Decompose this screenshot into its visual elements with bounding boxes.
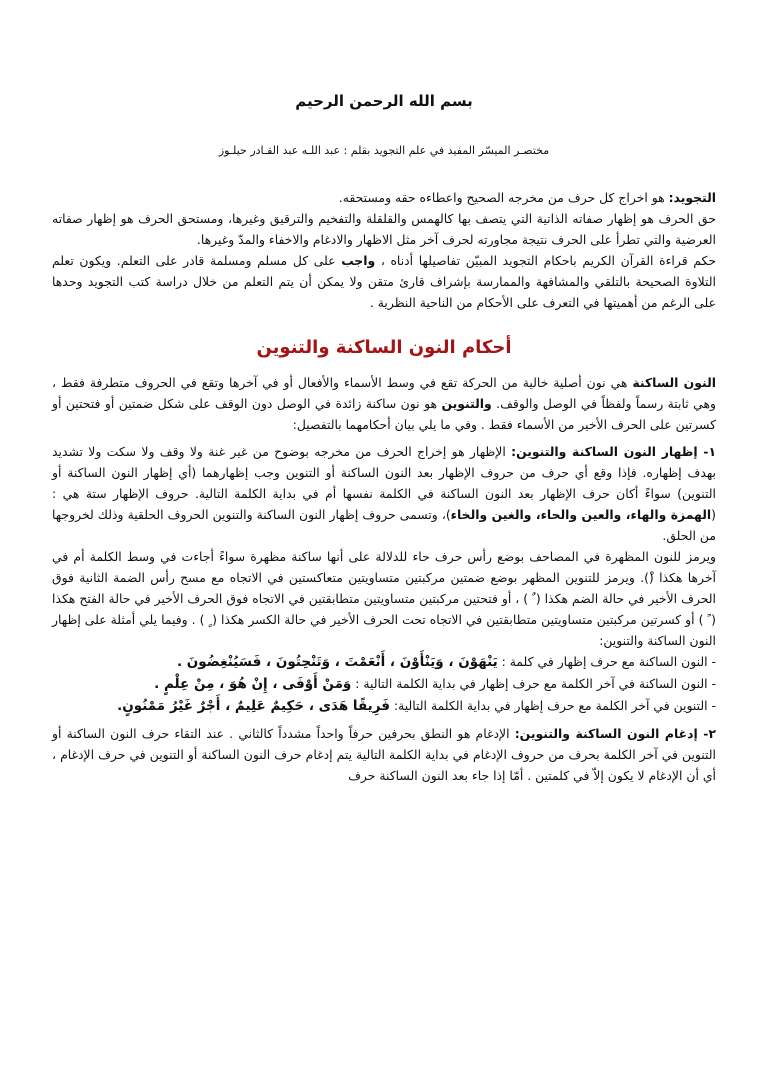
tajweed-term: التجويد: — [668, 190, 716, 205]
document-subtitle: مختصـر الميسّر المفيد في علم التجويد بقلم : عبد اللـه عبد القـادر حيلـوز — [218, 144, 550, 157]
tajweed-definition — [52, 187, 716, 208]
izhar-example-label: - النون الساكنة مع حرف إظهار في كلمة : — [497, 654, 716, 669]
izhar-example-words: وَمَنْ أَوْفَى ، إِنْ هُوَ ، مِنْ عِلْمٍ . — [154, 676, 352, 692]
tajweed-definition-text: هو اخراج كل حرف من مخرجه الصحيح واعطاءه حقه ومستحقه. — [338, 190, 669, 205]
letter-rights-paragraph: حق الحرف هو إظهار صفاته الذاتية التي يتصف بها كالهمس والقلقلة والتفخيم والترقيق وغيرها، ومستحق الحرف هو إظهار صفاته العرضية والتي تطرأ على الحرف نتيجة مجاورته لحرف آخر مثل الاظهار والادغام والاخفاء والمدّ وغيرها. — [52, 211, 716, 247]
nun-definition-paragraph — [52, 372, 716, 435]
izhar-example-label: - النون الساكنة في آخر الكلمة مع حرف إظهار في بداية الكلمة التالية : — [351, 676, 716, 691]
izhar-example — [52, 673, 716, 695]
izhar-example — [52, 695, 716, 717]
idgham-title: ٢- إدغام النون الساكنة والتنوين: — [514, 726, 717, 741]
izhar-paragraph — [52, 441, 716, 546]
ruling-obligatory: واجب — [341, 253, 376, 268]
tanween-term: والتنوين — [441, 396, 492, 411]
idgham-text: الإدغام هو النطق بحرفين حرفاً واحداً مشدداً كالثاني . عند التقاء حرف النون الساكنة أو التنوين في آخر الكلمة بحرف من حروف الإدغام في بداية الكلمة التالية يتم إدغام حرف النون الساكنة أو التنوين في حرف الإدغام ، أي أن الإدغام لا يكون إلاّ في كلمتين . أمّا إذا جاء بعد النون الساكنة حرف — [52, 726, 716, 783]
ruling-text-b: على كل مسلم ومسلمة قادر على التعلم. ويكون تعلم التلاوة الصحيحة بالتلقي والمشافهة والممارسة بإشراف قارئ متقن ولا يمكن أن يتم التعلم من خلال دراسة كتب التجويد وحدها على الرغم من أهميتها في التعرف على الأحكام من الناحية النظرية . — [52, 253, 716, 310]
idgham-paragraph — [52, 723, 716, 786]
nun-definition-text-2: هو نون ساكنة زائدة في الوصل دون الوقف على شكل ضمتين أو فتحتين أو كسرتين على الحرف الأخير من الأسماء فقط . وفي ما يلي بيان أحكامهما بالتفصيل: — [52, 396, 716, 432]
nun-definition-text-1: هي نون أصلية خالية من الحركة تقع في وسط الأسماء والأفعال أو في آخرها وتقع في الحروف متطرفة فقط ، وهي ثابتة رسماً ولفظاً في الوصل والوقف. — [52, 375, 716, 411]
nun-sakinah-term: النون الساكنة — [632, 375, 716, 390]
izhar-example-label: - التنوين في آخر الكلمة مع حرف إظهار في بداية الكلمة التالية: — [390, 698, 716, 713]
izhar-example-words: يَنْهَوْنَ ، وَيَنْأَوْنَ ، أَنْعَمْتَ ، وَتَنْحِتُونَ ، فَسَيُنْغِضُونَ . — [176, 654, 498, 670]
section-title: أحكام النون الساكنة والتنوين — [256, 337, 512, 358]
izhar-example-words: فَرِيقًا هَدَى ، حَكِيمٌ عَلِيمٌ ، أَجْرٌ غَيْرُ مَمْنُونٍ. — [117, 698, 390, 714]
izhar-title: ١- إظهار النون الساكنة والتنوين: — [511, 444, 717, 459]
izhar-example — [52, 651, 716, 673]
izhar-symbols-paragraph: ويرمز للنون المظهرة في المصاحف بوضع رأس حرف حاء للدلالة على أنها ساكنة مظهرة سواءً أجاءت في وسط الكلمة أم في آخرها هكذا (ْ). ويرمز للتنوين المظهر بوضع ضمتين مركبتين متساويتين متعاكستين في الاتجاه مع مسح رأس الضمة الثانية فوق الحرف الأخير في حالة الضم هكذا ( ٌ ) ، أو فتحتين مركبتين متساويتين متطابقتين في الاتجاه فوق الحرف الأخير في حالة الفتح هكذا ( ً ) أو كسرتين مركبتين متساويتين متطابقتين في الاتجاه تحت الحرف الأخير في حالة الكسر هكذا ( ٍ ) . وفيما يلي أمثلة على إظهار النون الساكنة والتنوين: — [52, 549, 716, 648]
ruling-text-a: حكم قراءة القرآن الكريم باحكام التجويد المبيّن تفاصيلها أدناه ، — [375, 253, 716, 268]
izhar-letters: الهمزة والهاء، والعين والحاء، والغين والخاء — [450, 507, 712, 522]
ruling-paragraph — [52, 250, 716, 313]
izhar-text-2: )، وتسمى حروف إظهار النون الساكنة والتنوين الحروف الحلقية وذلك لخروجها من الحلق. — [52, 507, 716, 543]
basmala: بسم الله الرحمن الرحيم — [295, 92, 473, 110]
izhar-text-1: الإظهار هو إخراج الحرف من مخرجه بوضوح من غير غنة ولا وقف ولا سكت ولا تشديد بهدف إظهاره. فإذا وقع أي حرف من حروف الإظهار بعد النون الساكنة أو التنوين وجب إظهارهما (أي إظهار النون الساكنة أو التنوين) سواءً أكان حرف الإظهار بعد النون الساكنة في الكلمة نفسها أم في بداية الكلمة التالية. حروف الإظهار ستة هي : ( — [52, 444, 716, 522]
